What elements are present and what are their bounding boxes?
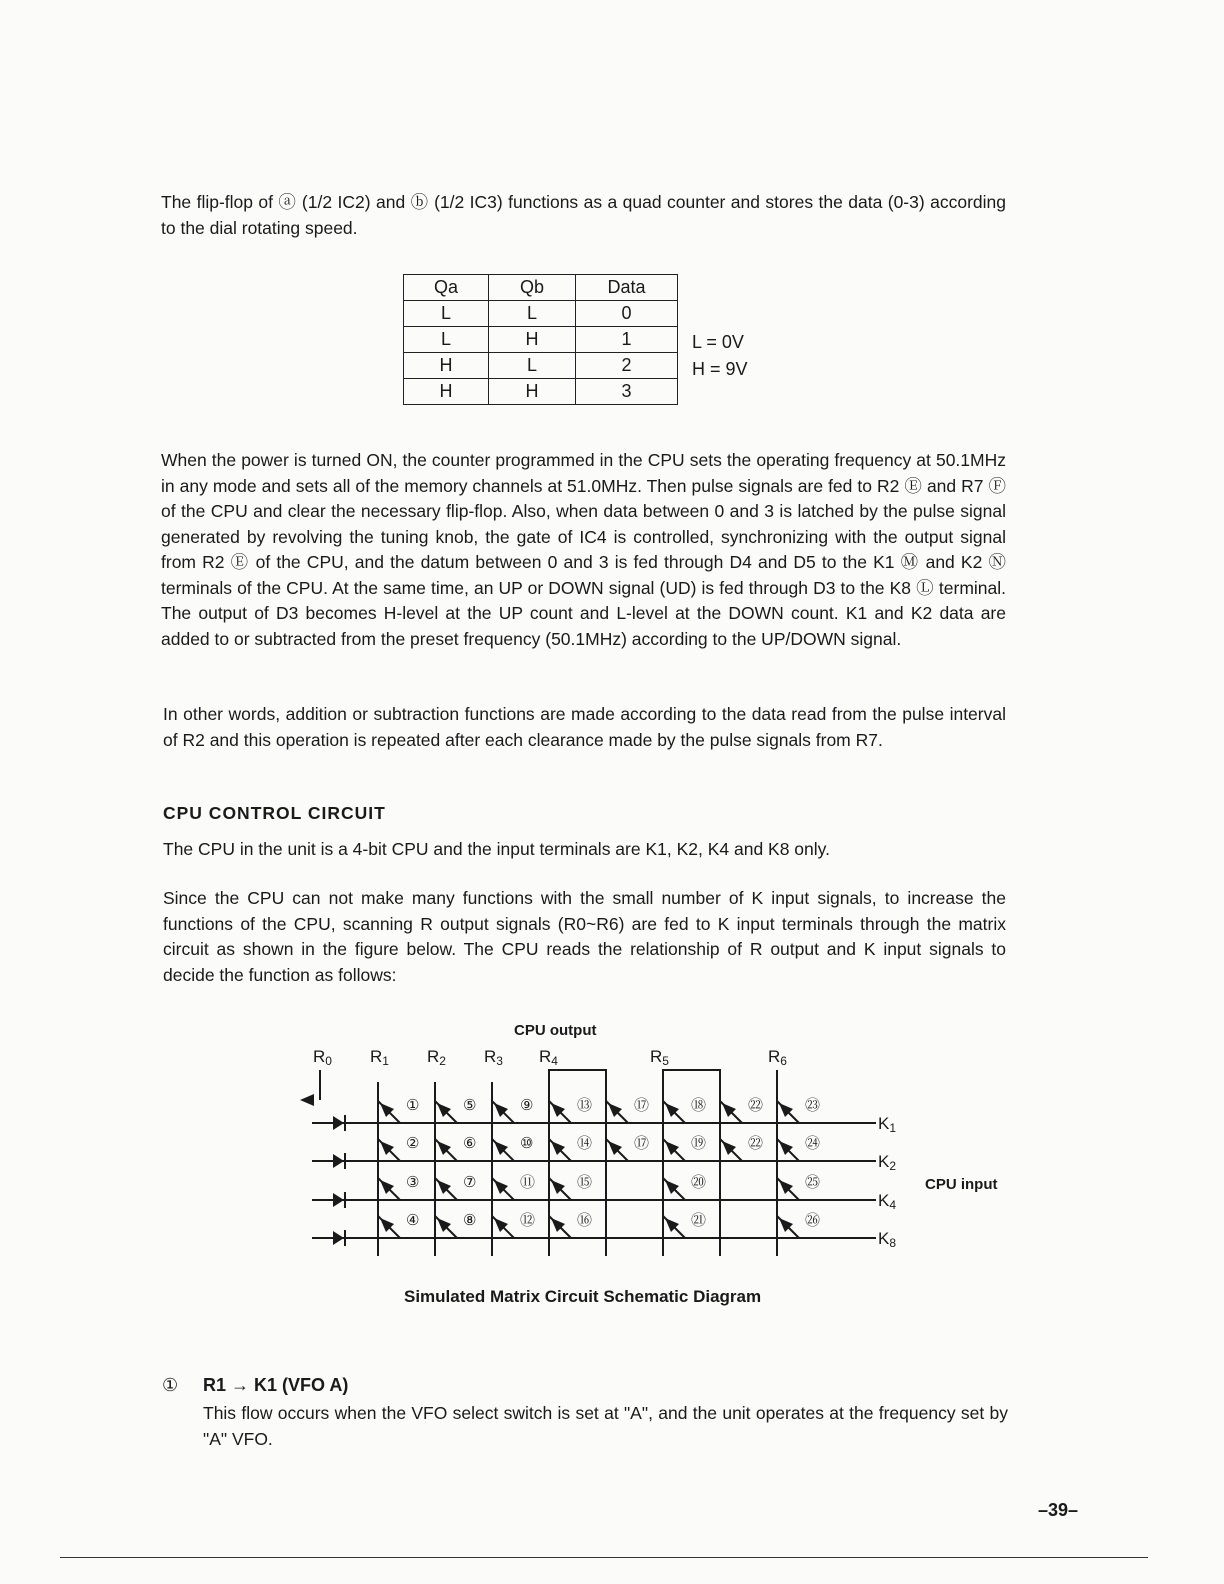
since-paragraph: Since the CPU can not make many functions with the small number of K input signals, to increase the functions of the CPU, scanning R output signals (R0~R6) are fed to K input terminals through the matrix circuit as shown in the figure below. The CPU reads the relationship of R output and K input signals to decide the function as follows: [163,888,1006,985]
matrix-diode [663,1139,685,1161]
k-label-2: K4 [878,1191,897,1212]
matrix-diode [492,1101,514,1123]
matrix-diode [663,1178,685,1200]
page-number: –39– [1038,1500,1079,1520]
r-sub: 1 [382,1054,389,1068]
diode-number: ④ [406,1212,420,1229]
diode-number: ㉒ [748,1097,764,1114]
item-body: This flow occurs when the VFO select switch is set at "A", and the unit operates at the frequency set by "A" VFO. [203,1403,1008,1449]
cell-qb: H [489,379,576,405]
matrix-diode [777,1139,799,1161]
cpu-paragraph: The CPU in the unit is a 4-bit CPU and the input terminals are K1, K2, K4 and K8 only. [163,839,830,859]
legend-high: H = 9V [692,359,748,379]
r0-arrow-icon [300,1094,314,1106]
diode-number: ⑫ [520,1212,536,1229]
cell-qa: L [404,327,489,353]
section-heading: CPU CONTROL CIRCUIT [163,803,386,823]
matrix-diode [549,1178,571,1200]
bottom-rule [60,1557,1148,1558]
diode-number: ⑲ [691,1135,707,1152]
matrix-diode [663,1101,685,1123]
other-words-paragraph: In other words, addition or subtraction functions are made according to the data read from the pulse interval of R2 and this operation is repeated after each clearance made by the pulse signals from R7. [163,704,1006,750]
diode-number: ⑳ [691,1174,707,1191]
r0-diode-4 [333,1231,344,1245]
diode-number: ⑪ [520,1174,536,1191]
k-sub: 4 [889,1198,897,1212]
cell-data: 3 [576,379,678,405]
r0-diode-3 [333,1193,344,1207]
k-label-0: K1 [878,1114,897,1135]
cell-qa: H [404,379,489,405]
matrix-diode [663,1216,685,1238]
matrix-diode [549,1216,571,1238]
r-label-5: R5 [650,1047,669,1068]
matrix-diode [777,1178,799,1200]
header-data: Data [576,275,678,301]
legend-low: L = 0V [692,332,744,352]
cell-qb: L [489,301,576,327]
r0-diode-2 [333,1154,344,1168]
matrix-diode [435,1139,457,1161]
matrix-diode [378,1178,400,1200]
r-label-0: R0 [313,1047,332,1068]
cell-qa: H [404,353,489,379]
cell-qb: H [489,327,576,353]
k-label-3: K8 [878,1229,897,1250]
matrix-diode [492,1139,514,1161]
intro-paragraph: The flip-flop of ⓐ (1/2 IC2) and ⓑ (1/2 IC3) functions as a quad counter and stores the data (0-3) according to the dial rotating speed. [161,192,1006,238]
matrix-diode [720,1139,742,1161]
diode-number: ⑤ [463,1097,477,1114]
r-label-1: R1 [370,1047,389,1068]
diode-number: ⑦ [463,1174,477,1191]
diode-number: ㉓ [805,1097,821,1114]
matrix-diode [378,1216,400,1238]
cpu-input-label: CPU input [925,1176,998,1193]
matrix-diode [720,1101,742,1123]
cpu-output-label: CPU output [514,1022,597,1039]
diode-number: ㉑ [691,1212,707,1229]
header-qb: Qb [489,275,576,301]
power-paragraph: When the power is turned ON, the counter programmed in the CPU sets the operating frequency at 50.1MHz in any mode and sets all of the memory channels at 51.0MHz. Then pulse signals are fed to R2 Ⓔ and R7 Ⓕ of the CPU and clear the necessary flip-flop. Also, when data between 0 and 3 is latched by the pulse signal generated by revolving the tuning knob, the gate of IC4 is controlled, synchronizing with the output signal from R2 Ⓔ of the CPU, and the datum between 0 and 3 is fed through D4 and D5 to the K1 Ⓜ and K2 Ⓝ terminals of the CPU. At the same time, an UP or DOWN signal (UD) is fed through D3 to the K8 Ⓛ terminal. The output of D3 becomes H-level at the UP count and L-level at the DOWN count. K1 and K2 data are added to or subtracted from the preset frequency (50.1MHz) according to the UP/DOWN signal. [161,450,1006,649]
diode-number: ⑮ [577,1174,593,1191]
matrix-diode [378,1101,400,1123]
r-label-2: R2 [427,1047,446,1068]
diode-number: ⑥ [463,1135,477,1152]
diode-number: ① [406,1097,420,1114]
k-label-1: K2 [878,1152,897,1173]
item-number: ① [162,1375,179,1395]
k-sub: 1 [889,1121,897,1135]
diode-number: ⑰ [634,1135,650,1152]
r-sub: 4 [551,1054,558,1068]
cell-data: 0 [576,301,678,327]
diode-number: ㉔ [805,1135,821,1152]
r-sub: 0 [325,1054,332,1068]
r-label-3: R3 [484,1047,503,1068]
k-sub: 8 [889,1236,897,1250]
diode-number: ㉕ [805,1174,821,1191]
diode-number: ㉒ [748,1135,764,1152]
diode-number: ⑩ [520,1135,534,1152]
r-sub: 6 [780,1054,787,1068]
matrix-diode [777,1216,799,1238]
r0-diode-1 [333,1116,344,1130]
diode-number: ⑧ [463,1212,477,1229]
r5-tie [663,1070,720,1082]
matrix-diode [435,1178,457,1200]
matrix-diode [435,1101,457,1123]
matrix-diode [378,1139,400,1161]
matrix-diode [606,1139,628,1161]
diode-number: ⑰ [634,1097,650,1114]
diode-number: ③ [406,1174,420,1191]
diode-number: ② [406,1135,420,1152]
r-label-6: R6 [768,1047,787,1068]
matrix-diode [549,1139,571,1161]
r-sub: 5 [662,1054,669,1068]
matrix-diode [492,1178,514,1200]
item-title: R1 → K1 (VFO A) [203,1375,349,1395]
diode-number: ⑯ [577,1212,593,1229]
diode-number: ㉖ [805,1212,821,1229]
diode-number: ⑬ [577,1097,593,1114]
matrix-diode [777,1101,799,1123]
diode-number: ⑭ [577,1135,593,1152]
r4-tie [549,1070,606,1082]
diode-number: ⑱ [691,1097,707,1114]
matrix-diode [606,1101,628,1123]
diagram-caption: Simulated Matrix Circuit Schematic Diagram [404,1287,762,1306]
cell-data: 2 [576,353,678,379]
cell-qa: L [404,301,489,327]
matrix-diode [549,1101,571,1123]
matrix-diode [435,1216,457,1238]
header-qa: Qa [404,275,489,301]
r-label-4: R4 [539,1047,558,1068]
diode-number: ⑨ [520,1097,534,1114]
matrix-diode [492,1216,514,1238]
k-sub: 2 [889,1159,897,1173]
cell-data: 1 [576,327,678,353]
r-sub: 3 [496,1054,503,1068]
cell-qb: L [489,353,576,379]
r-sub: 2 [439,1054,446,1068]
